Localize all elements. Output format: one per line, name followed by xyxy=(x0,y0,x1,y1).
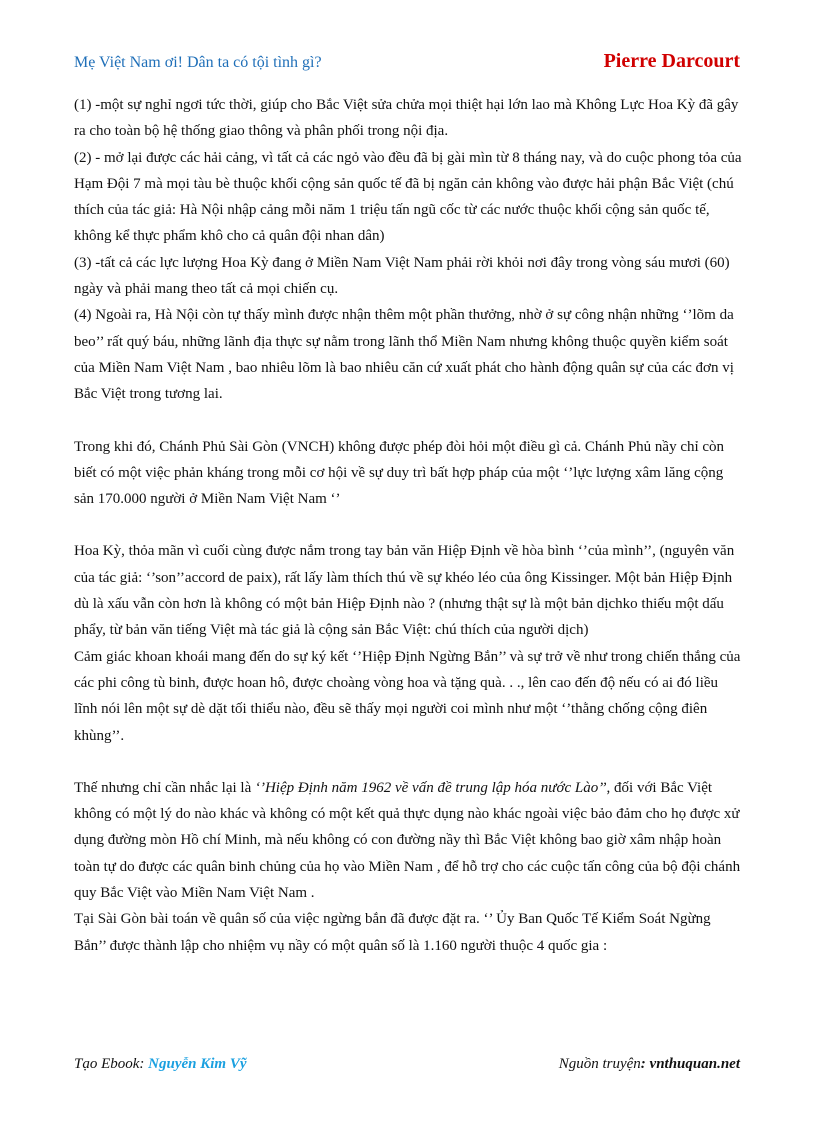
paragraph-6: Hoa Kỳ, thỏa mãn vì cuối cùng được nắm trong tay bản văn Hiệp Định về hòa bình ‘’của mình’’, (nguyên văn của tác giả: ‘’son’’accord de paix), rất lấy làm thích thú về sự khéo léo của ông Kissinger. Một bản Hiệp Định dù là xấu vẫn còn hơn là không có một bản Hiệp Định nào ? (nhưng thật sự là một bản dịchko thiếu một dấu phẩy, từ bản văn tiếng Việt mà tác giả là cộng sản Bắc Việt: chú thích của người dịch) xyxy=(74,543,735,639)
page-header xyxy=(74,50,740,76)
paragraph-1: (1) -một sự nghỉ ngơi tức thời, giúp cho Bắc Việt sửa chửa mọi thiệt hại lớn lao mà Không Lực Hoa Kỳ đã gây ra cho toàn bộ hệ thống giao thông và phân phối trong nội địa. xyxy=(74,97,739,140)
paragraph-8-start: Thế nhưng chỉ cần nhắc lại là xyxy=(74,779,255,796)
paragraph-9: Tại Sài Gòn bài toán về quân số của việc ngừng bắn đã được đặt ra. ‘’ Ủy Ban Quốc Tế Kiểm Soát Ngừng Bắn’’ được thành lập cho nhiệm vụ nầy có một quân số là 1.160 người thuộc 4 quốc gia : xyxy=(74,911,711,954)
source-separator: : xyxy=(640,1056,650,1072)
page-body xyxy=(74,92,742,959)
paragraph-2: (2) - mở lại được các hải cảng, vì tất cả các ngỏ vào đều đã bị gài mìn từ 8 tháng nay, và do cuộc phong tỏa của Hạm Đội 7 mà mọi tàu bè thuộc khối cộng sản quốc tế đã bị ngăn cản không vào được hải phận Bắc Việt (chú thích của tác giả: Hà Nội nhập cảng mỗi năm 1 triệu tấn ngũ cốc từ các nước thuộc khối cộng sản quốc tế, không kể thực phẩm khô cho cả quân đội nhan dân) xyxy=(74,149,742,245)
paragraph-8-end: , đối với Bắc Việt không có một lý do nào khác và không có một kết quả thực dụng nào khác ngoài việc bảo đảm cho họ được xử dụng đường mòn Hồ chí Minh, mà nếu không có con đường nầy thì Bắc Việt không bao giờ xâm nhập hoàn toàn tự do được các quân binh chủng của họ vào Miền Nam , để hỗ trợ cho các cuộc tấn công của bộ đội chánh quy Bắc Việt vào Miền Nam Việt Nam . xyxy=(74,779,741,902)
paragraph-8-italic: ‘’Hiệp Định năm 1962 về vấn đề trung lập hóa nước Lào’’ xyxy=(254,779,607,796)
source-credit xyxy=(559,1056,740,1073)
paragraph-spacer xyxy=(74,749,742,775)
ebook-separator: : xyxy=(139,1056,149,1072)
source-site: vnthuquan.net xyxy=(649,1056,740,1072)
source-label: Nguồn truyện xyxy=(558,1056,641,1072)
author-name: Pierre Darcourt xyxy=(603,50,740,72)
paragraph-3: (3) -tất cả các lực lượng Hoa Kỳ đang ở Miền Nam Việt Nam phải rời khỏi nơi đây trong vòng sáu mươi (60) ngày và phải mang theo tất cả mọi chiến cụ. xyxy=(74,254,730,298)
ebook-label: Tạo Ebook xyxy=(74,1056,140,1072)
paragraph-5: Trong khi đó, Chánh Phủ Sài Gòn (VNCH) không được phép đòi hỏi một điều gì cả. Chánh Phủ nầy chỉ còn biết có một việc phản kháng trong mỗi cơ hội về sự duy trì bất hợp pháp của một ‘’lực lượng xâm lăng cộng sản 170.000 người ở Miền Nam Việt Nam ‘’ xyxy=(74,438,725,508)
ebook-credit xyxy=(74,1056,247,1073)
book-title: Mẹ Việt Nam ơi! Dân ta có tội tình gì? xyxy=(74,54,322,71)
paragraph-spacer xyxy=(74,512,742,538)
paragraph-4: (4) Ngoài ra, Hà Nội còn tự thấy mình được nhận thêm một phần thưởng, nhờ ở sự công nhận những ‘’lõm da beo’’ rất quý báu, những lãnh địa thực sự nằm trong lãnh thổ Miền Nam nhưng không thuộc quyền kiểm soát của Miền Nam Việt Nam , bao nhiêu lõm là bao nhiêu căn cứ xuất phát cho hành động quân sự của các đơn vị Bắc Việt trong tương lai. xyxy=(74,307,734,403)
paragraph-7: Cảm giác khoan khoái mang đến do sự ký kết ‘’Hiệp Định Ngừng Bắn’’ và sự trở về như trong chiến thắng của các phi công tù binh, được hoan hô, được choàng vòng hoa và tặng quà. . ., lên cao đến độ nếu có ai đó liều lĩnh nói lên một sự dè dặt tối thiểu nào, đều sẽ thấy mọi người coi mình như một ‘’thằng chống cộng điên khùng’’. xyxy=(74,648,741,744)
ebook-creator-name: Nguyễn Kim Vỹ xyxy=(148,1056,247,1072)
paragraph-spacer xyxy=(74,408,742,434)
paragraph-8 xyxy=(74,775,742,906)
page-footer xyxy=(74,1056,740,1078)
